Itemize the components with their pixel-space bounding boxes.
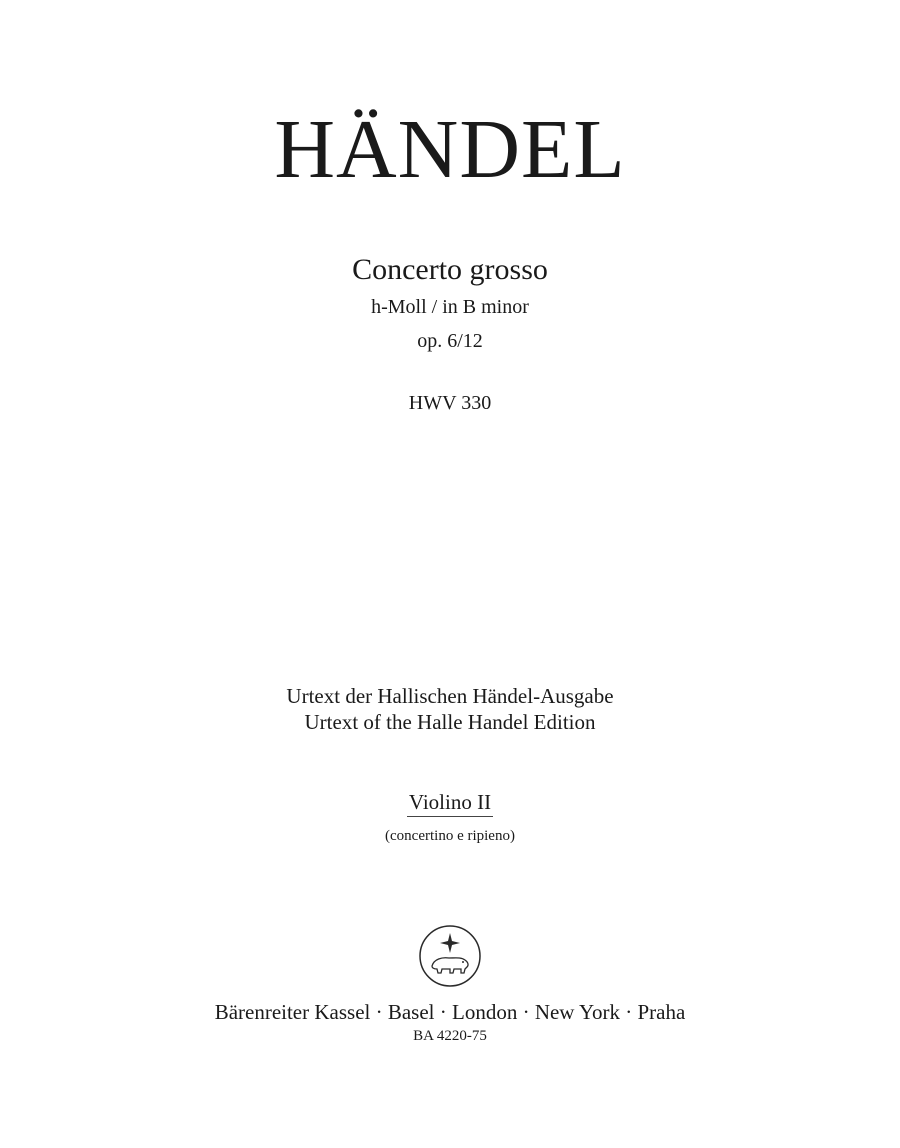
work-opus: op. 6/12 [417, 330, 483, 352]
part-subtitle: (concertino e ripieno) [385, 828, 515, 844]
work-catalog-number: HWV 330 [408, 392, 492, 414]
work-key: h-Moll / in B minor [371, 296, 529, 318]
publisher-cities: Bärenreiter Kassel · Basel · London · New York · Praha [214, 1000, 686, 1024]
work-title: Concerto grosso [352, 253, 548, 286]
part-name-block [0, 790, 900, 817]
part-name: Violino II [407, 790, 493, 817]
composer-name: HÄNDEL [274, 103, 626, 196]
edition-catalog-number: BA 4220-75 [413, 1028, 487, 1044]
edition-line-english: Urtext of the Halle Handel Edition [304, 710, 596, 734]
edition-line-german: Urtext der Hallischen Händel-Ausgabe [286, 684, 614, 708]
baerenreiter-bear-star-logo-icon [418, 924, 482, 988]
